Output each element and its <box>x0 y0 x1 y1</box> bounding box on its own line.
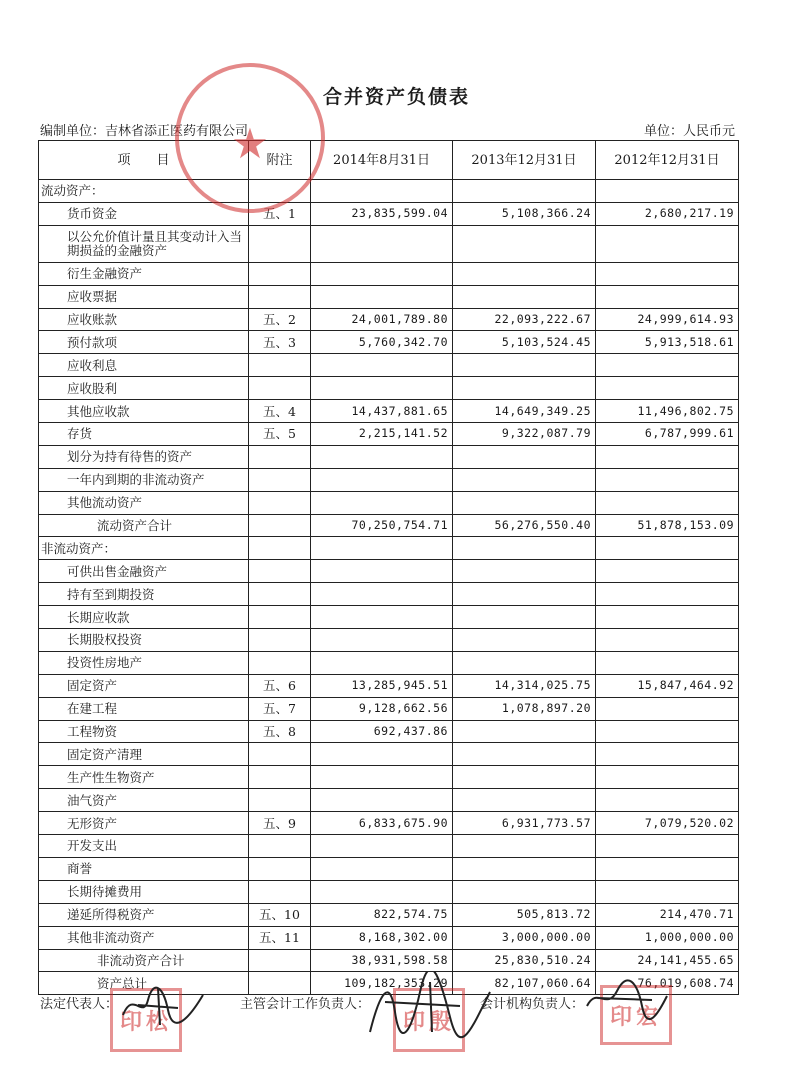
row-note: 五、10 <box>249 903 311 926</box>
row-item-label: 固定资产 <box>39 674 249 697</box>
row-value-2013 <box>453 743 596 766</box>
row-value-2012 <box>596 720 739 743</box>
row-item-label: 商誉 <box>39 857 249 880</box>
row-note: 五、7 <box>249 697 311 720</box>
row-value-2013 <box>453 880 596 903</box>
table-row <box>39 225 739 262</box>
row-note <box>249 537 311 560</box>
table-row <box>39 491 739 514</box>
company-seal <box>175 63 325 213</box>
legal-rep-seal-text: 印松 <box>119 1008 172 1035</box>
row-value-2013 <box>453 537 596 560</box>
row-value-2012 <box>596 766 739 789</box>
row-note <box>249 743 311 766</box>
row-item-label: 以公允价值计量且其变动计入当期损益的金融资产 <box>39 225 249 262</box>
accounting-dept-signature <box>582 976 672 1026</box>
row-item-label: 一年内到期的非流动资产 <box>39 468 249 491</box>
row-note <box>249 857 311 880</box>
table-row <box>39 606 739 629</box>
table-row <box>39 262 739 285</box>
table-row <box>39 308 739 331</box>
row-item-label: 应收账款 <box>39 308 249 331</box>
row-note: 五、5 <box>249 423 311 446</box>
row-value-2014: 13,285,945.51 <box>311 674 453 697</box>
row-item-label: 投资性房地产 <box>39 651 249 674</box>
row-item-label: 流动资产： <box>39 180 249 203</box>
row-value-2012: 24,999,614.93 <box>596 308 739 331</box>
row-item-label: 递延所得税资产 <box>39 903 249 926</box>
row-value-2012: 76,019,608.74 <box>596 972 739 995</box>
table-row <box>39 514 739 537</box>
row-value-2014: 14,437,881.65 <box>311 400 453 423</box>
accounting-head-seal-text: 印殷 <box>402 1008 455 1035</box>
row-value-2012 <box>596 606 739 629</box>
row-value-2013: 505,813.72 <box>453 903 596 926</box>
row-value-2013 <box>453 651 596 674</box>
row-value-2012 <box>596 468 739 491</box>
row-value-2013 <box>453 468 596 491</box>
row-value-2013 <box>453 180 596 203</box>
row-item-label: 衍生金融资产 <box>39 262 249 285</box>
row-value-2012: 11,496,802.75 <box>596 400 739 423</box>
row-item-label: 开发支出 <box>39 835 249 858</box>
row-value-2012: 1,000,000.00 <box>596 926 739 949</box>
row-value-2013: 56,276,550.40 <box>453 514 596 537</box>
row-value-2014 <box>311 285 453 308</box>
row-value-2012: 51,878,153.09 <box>596 514 739 537</box>
row-value-2014 <box>311 262 453 285</box>
table-row <box>39 903 739 926</box>
row-item-label: 其他应收款 <box>39 400 249 423</box>
row-value-2012 <box>596 629 739 652</box>
row-value-2012 <box>596 491 739 514</box>
row-note: 五、3 <box>249 331 311 354</box>
table-row <box>39 400 739 423</box>
row-value-2014: 109,182,353.29 <box>311 972 453 995</box>
row-value-2014: 9,128,662.56 <box>311 697 453 720</box>
table-row <box>39 285 739 308</box>
row-value-2014 <box>311 857 453 880</box>
row-value-2014 <box>311 789 453 812</box>
row-value-2012: 5,913,518.61 <box>596 331 739 354</box>
table-row <box>39 377 739 400</box>
document-title: 合并资产负债表 <box>322 86 470 108</box>
row-value-2013: 25,830,510.24 <box>453 949 596 972</box>
row-note <box>249 285 311 308</box>
header-note: 附注 <box>249 141 311 180</box>
row-value-2012 <box>596 180 739 203</box>
row-value-2013 <box>453 285 596 308</box>
row-value-2012: 6,787,999.61 <box>596 423 739 446</box>
table-row <box>39 720 739 743</box>
row-item-label: 长期待摊费用 <box>39 880 249 903</box>
row-value-2014: 24,001,789.80 <box>311 308 453 331</box>
row-value-2013: 6,931,773.57 <box>453 812 596 835</box>
row-value-2014: 70,250,754.71 <box>311 514 453 537</box>
row-value-2014 <box>311 537 453 560</box>
row-value-2013 <box>453 560 596 583</box>
row-note: 五、1 <box>249 202 311 225</box>
row-value-2013 <box>453 225 596 262</box>
row-value-2012 <box>596 377 739 400</box>
row-note: 五、9 <box>249 812 311 835</box>
table-row <box>39 423 739 446</box>
row-value-2012 <box>596 560 739 583</box>
table-row <box>39 697 739 720</box>
row-value-2012: 24,141,455.65 <box>596 949 739 972</box>
table-row <box>39 674 739 697</box>
row-note <box>249 262 311 285</box>
row-value-2014: 6,833,675.90 <box>311 812 453 835</box>
row-item-label: 应收股利 <box>39 377 249 400</box>
row-value-2014 <box>311 468 453 491</box>
row-item-label: 长期股权投资 <box>39 629 249 652</box>
row-item-label: 划分为持有待售的资产 <box>39 445 249 468</box>
row-value-2012: 2,680,217.19 <box>596 202 739 225</box>
row-value-2014 <box>311 880 453 903</box>
row-value-2014: 38,931,598.58 <box>311 949 453 972</box>
table-row <box>39 354 739 377</box>
accounting-dept-head-label: 会计机构负责人： <box>480 997 585 1012</box>
row-item-label: 资产总计 <box>39 972 249 995</box>
row-value-2013 <box>453 262 596 285</box>
table-row <box>39 949 739 972</box>
row-note: 五、4 <box>249 400 311 423</box>
row-value-2013 <box>453 491 596 514</box>
row-note: 五、8 <box>249 720 311 743</box>
header-item: 项 目 <box>39 141 249 180</box>
row-value-2012: 7,079,520.02 <box>596 812 739 835</box>
row-value-2013: 14,649,349.25 <box>453 400 596 423</box>
row-note <box>249 766 311 789</box>
row-value-2013 <box>453 720 596 743</box>
currency-unit: 单位：人民币元 <box>643 124 735 139</box>
row-value-2013: 82,107,060.64 <box>453 972 596 995</box>
accounting-head-signature <box>360 972 500 1042</box>
row-value-2014: 2,215,141.52 <box>311 423 453 446</box>
row-value-2013 <box>453 835 596 858</box>
row-value-2014 <box>311 629 453 652</box>
table-row <box>39 560 739 583</box>
table-row <box>39 880 739 903</box>
row-value-2013 <box>453 766 596 789</box>
header-2012: 2012年12月31日 <box>596 141 739 180</box>
row-item-label: 非流动资产： <box>39 537 249 560</box>
table-row <box>39 202 739 225</box>
row-item-label: 长期应收款 <box>39 606 249 629</box>
row-value-2012 <box>596 225 739 262</box>
row-item-label: 应收利息 <box>39 354 249 377</box>
row-value-2012 <box>596 354 739 377</box>
row-note <box>249 225 311 262</box>
table-row <box>39 857 739 880</box>
table-row <box>39 629 739 652</box>
row-value-2014: 8,168,302.00 <box>311 926 453 949</box>
row-item-label: 持有至到期投资 <box>39 583 249 606</box>
row-value-2013 <box>453 583 596 606</box>
row-value-2012 <box>596 285 739 308</box>
row-note <box>249 880 311 903</box>
row-value-2013: 22,093,222.67 <box>453 308 596 331</box>
row-value-2014 <box>311 560 453 583</box>
row-value-2012 <box>596 857 739 880</box>
row-item-label: 非流动资产合计 <box>39 949 249 972</box>
row-item-label: 其他流动资产 <box>39 491 249 514</box>
row-value-2014 <box>311 743 453 766</box>
row-note <box>249 491 311 514</box>
row-item-label: 可供出售金融资产 <box>39 560 249 583</box>
row-note <box>249 789 311 812</box>
table-header-row <box>39 141 739 180</box>
row-note: 五、2 <box>249 308 311 331</box>
row-note <box>249 651 311 674</box>
row-item-label: 存货 <box>39 423 249 446</box>
row-value-2014 <box>311 491 453 514</box>
table-row <box>39 651 739 674</box>
row-item-label: 在建工程 <box>39 697 249 720</box>
row-value-2012 <box>596 445 739 468</box>
row-value-2012 <box>596 583 739 606</box>
row-value-2012 <box>596 880 739 903</box>
row-note <box>249 514 311 537</box>
row-value-2013 <box>453 857 596 880</box>
row-note <box>249 835 311 858</box>
table-row <box>39 537 739 560</box>
row-value-2014: 23,835,599.04 <box>311 202 453 225</box>
row-note <box>249 560 311 583</box>
row-value-2013 <box>453 377 596 400</box>
accounting-dept-seal-text: 印宏 <box>609 1003 662 1030</box>
row-value-2012: 214,470.71 <box>596 903 739 926</box>
table-row <box>39 468 739 491</box>
row-note <box>249 629 311 652</box>
row-value-2013: 3,000,000.00 <box>453 926 596 949</box>
row-value-2014 <box>311 354 453 377</box>
row-value-2014 <box>311 766 453 789</box>
row-item-label: 其他非流动资产 <box>39 926 249 949</box>
row-item-label: 应收票据 <box>39 285 249 308</box>
table-row <box>39 180 739 203</box>
row-note <box>249 377 311 400</box>
row-note <box>249 949 311 972</box>
table-row <box>39 743 739 766</box>
seal-star-icon: ★ <box>231 119 269 168</box>
row-item-label: 流动资产合计 <box>39 514 249 537</box>
table-row <box>39 766 739 789</box>
row-value-2012 <box>596 537 739 560</box>
row-value-2012 <box>596 789 739 812</box>
table-row <box>39 835 739 858</box>
row-item-label: 无形资产 <box>39 812 249 835</box>
row-value-2014: 822,574.75 <box>311 903 453 926</box>
row-value-2013: 5,108,366.24 <box>453 202 596 225</box>
row-value-2013: 1,078,897.20 <box>453 697 596 720</box>
row-value-2012 <box>596 697 739 720</box>
row-item-label: 货币资金 <box>39 202 249 225</box>
row-value-2013: 14,314,025.75 <box>453 674 596 697</box>
table-row <box>39 445 739 468</box>
row-value-2013 <box>453 445 596 468</box>
legal-rep-label: 法定代表人： <box>40 997 119 1012</box>
row-value-2014: 692,437.86 <box>311 720 453 743</box>
row-value-2012 <box>596 835 739 858</box>
table-row <box>39 331 739 354</box>
row-value-2014 <box>311 606 453 629</box>
row-note: 五、6 <box>249 674 311 697</box>
row-value-2012 <box>596 651 739 674</box>
row-note <box>249 606 311 629</box>
row-item-label: 生产性生物资产 <box>39 766 249 789</box>
table-row <box>39 583 739 606</box>
row-note <box>249 445 311 468</box>
row-item-label: 工程物资 <box>39 720 249 743</box>
table-row <box>39 789 739 812</box>
header-2013: 2013年12月31日 <box>453 141 596 180</box>
preparer-unit: 编制单位：吉林省添正医药有限公司 <box>40 124 249 139</box>
row-item-label: 预付款项 <box>39 331 249 354</box>
row-value-2013 <box>453 606 596 629</box>
row-value-2013 <box>453 629 596 652</box>
row-note <box>249 354 311 377</box>
accounting-head-label: 主管会计工作负责人： <box>240 997 371 1012</box>
row-value-2014 <box>311 225 453 262</box>
row-value-2012 <box>596 743 739 766</box>
row-value-2014 <box>311 583 453 606</box>
row-note: 五、11 <box>249 926 311 949</box>
row-value-2013 <box>453 789 596 812</box>
row-item-label: 油气资产 <box>39 789 249 812</box>
table-row <box>39 926 739 949</box>
row-value-2014: 5,760,342.70 <box>311 331 453 354</box>
row-note <box>249 972 311 995</box>
row-value-2013: 5,103,524.45 <box>453 331 596 354</box>
balance-sheet-table <box>38 140 739 995</box>
row-value-2014 <box>311 377 453 400</box>
row-note <box>249 468 311 491</box>
row-note <box>249 583 311 606</box>
row-value-2012: 15,847,464.92 <box>596 674 739 697</box>
header-2014: 2014年8月31日 <box>311 141 453 180</box>
row-value-2014 <box>311 651 453 674</box>
row-item-label: 固定资产清理 <box>39 743 249 766</box>
row-value-2013 <box>453 354 596 377</box>
row-value-2012 <box>596 262 739 285</box>
row-value-2013: 9,322,087.79 <box>453 423 596 446</box>
row-value-2014 <box>311 180 453 203</box>
legal-rep-signature <box>118 980 208 1030</box>
row-value-2014 <box>311 445 453 468</box>
row-value-2014 <box>311 835 453 858</box>
table-row <box>39 812 739 835</box>
